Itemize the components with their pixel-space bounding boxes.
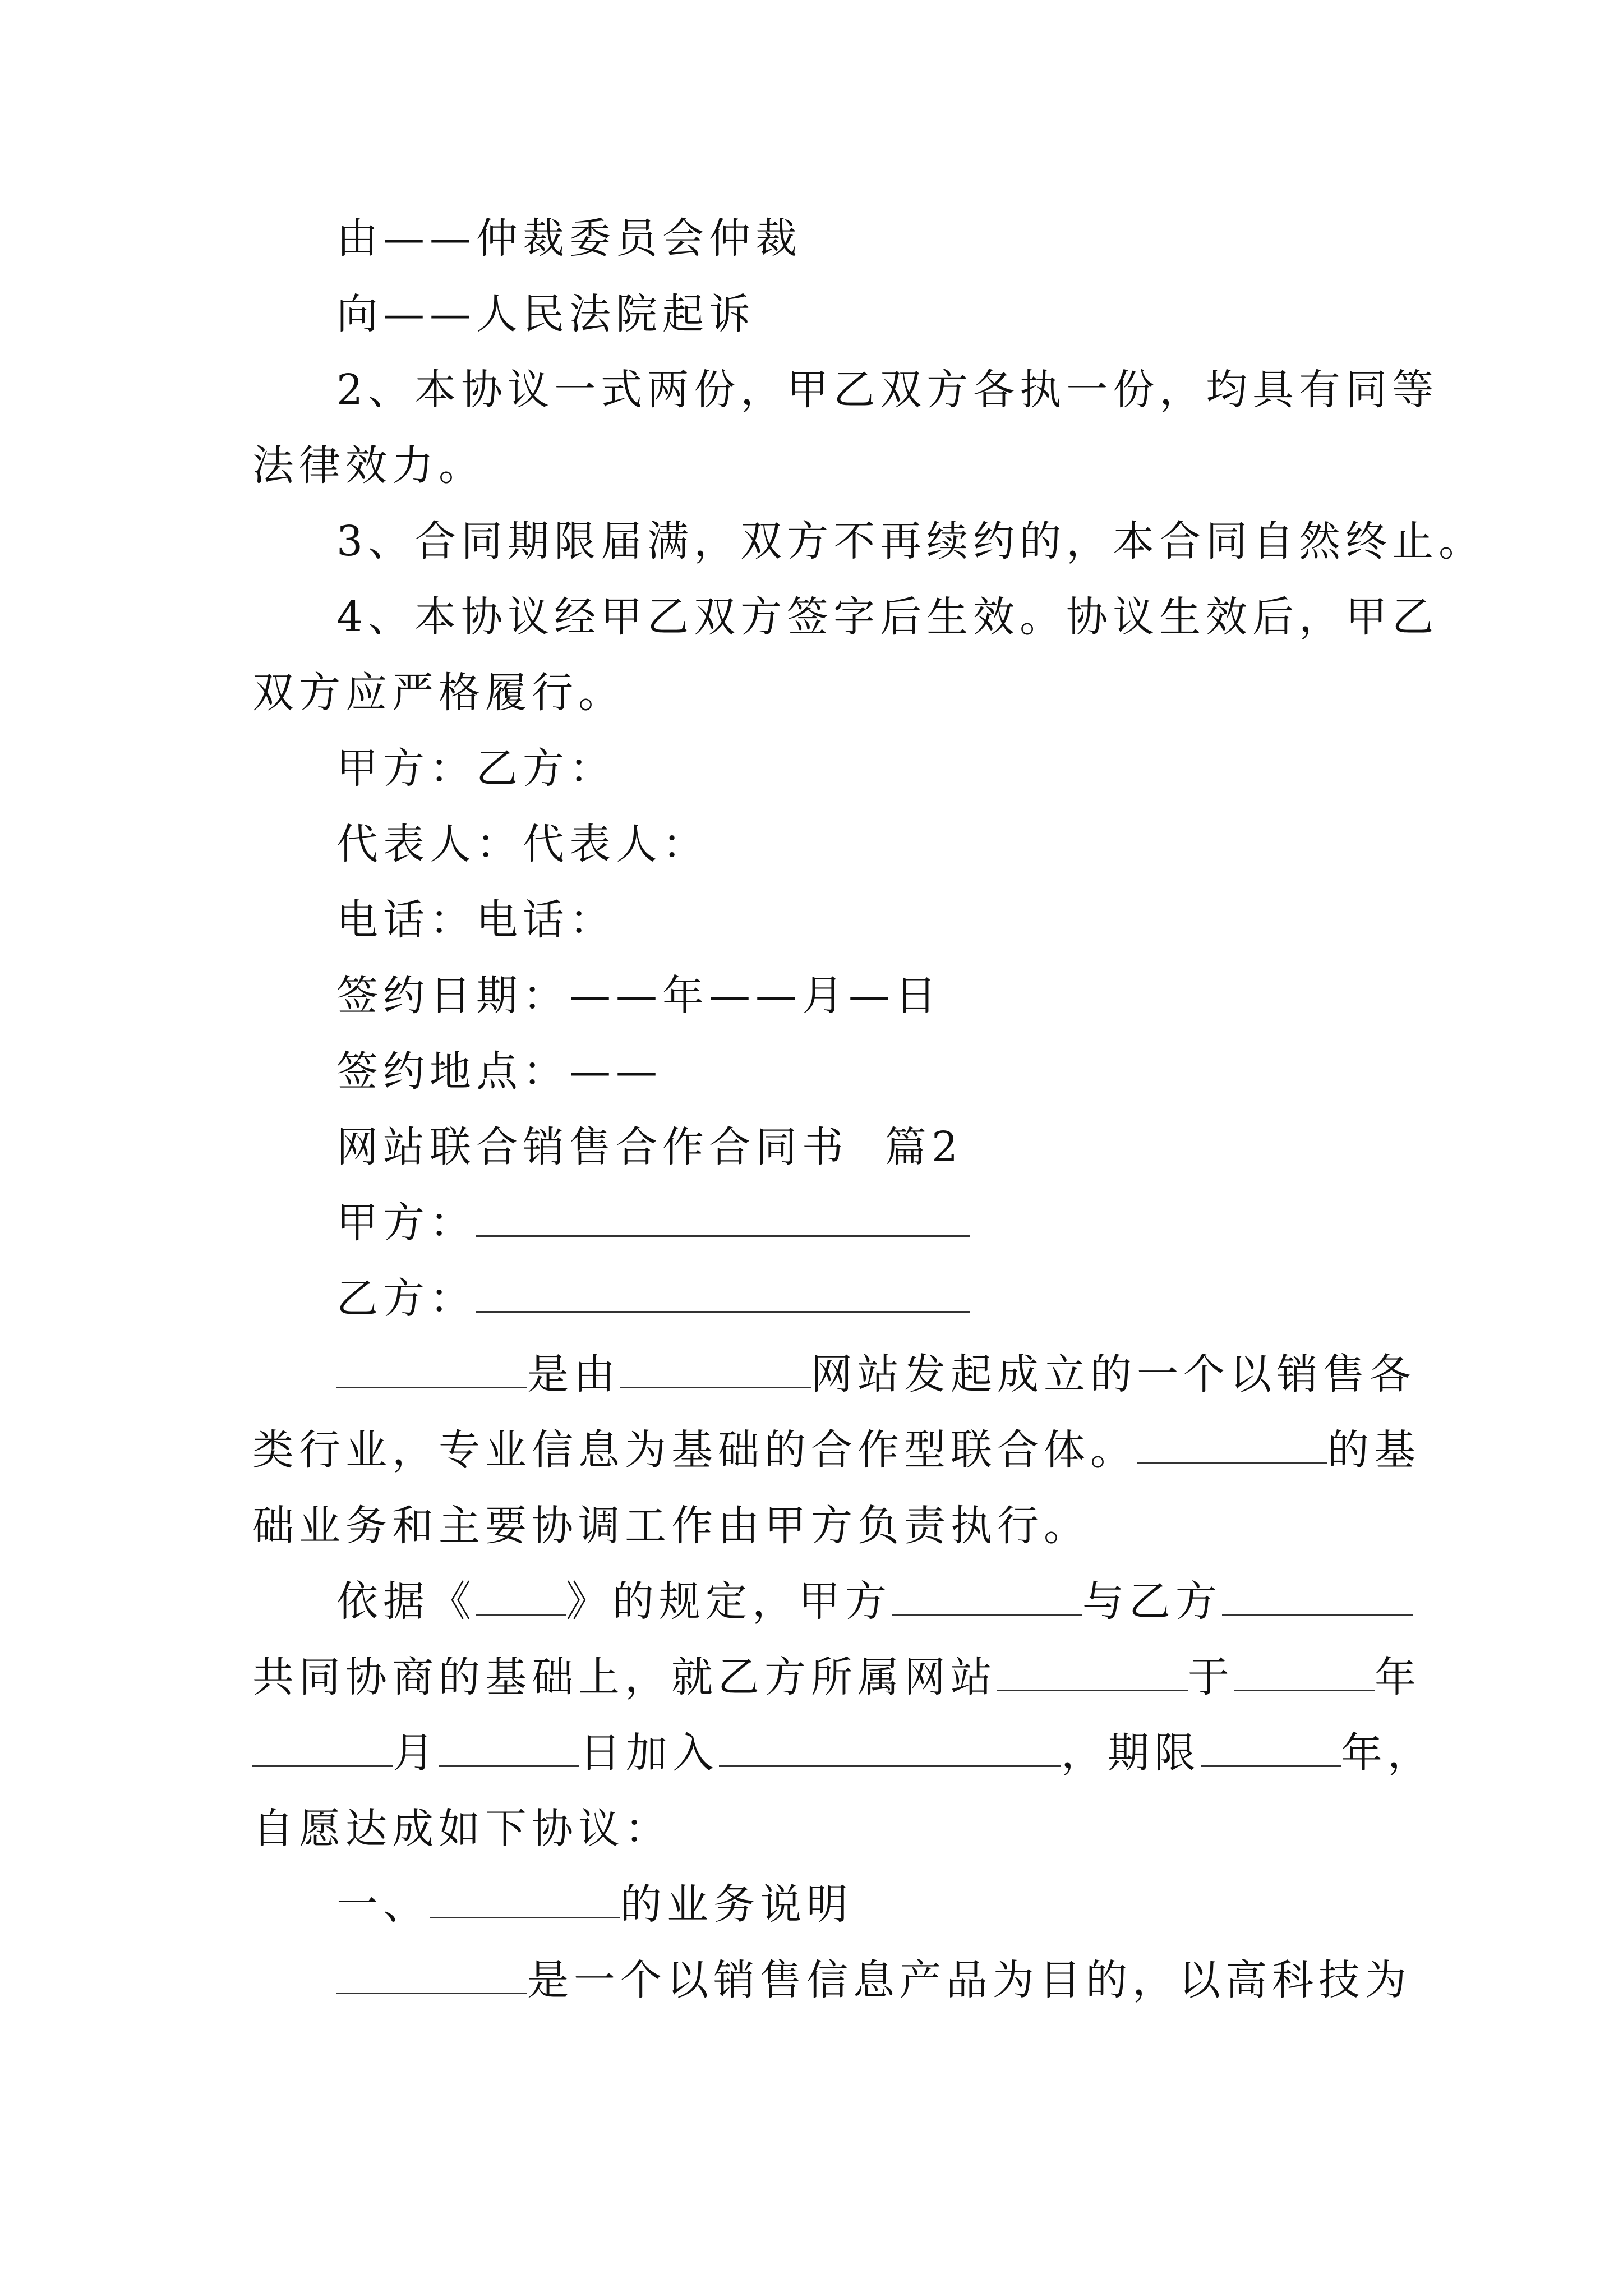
clause-4-line-2 xyxy=(252,665,625,721)
fill-blank xyxy=(1137,1423,1327,1464)
fill-blank xyxy=(1222,1575,1413,1616)
text-line: 网站联合销售合作合同书 篇2 xyxy=(336,1123,963,1171)
text-line: 甲方：乙方： xyxy=(336,744,616,793)
text-line: 2、本协议一式两份，甲乙双方各执一份，均具有同等 xyxy=(336,366,1439,414)
text-line: 于 xyxy=(1188,1653,1234,1701)
text-line: 与乙方 xyxy=(1082,1577,1222,1626)
text-line: 年 xyxy=(1375,1653,1421,1701)
text-line: 日加入 xyxy=(579,1729,719,1777)
fill-blank xyxy=(476,1575,566,1616)
fill-blank xyxy=(252,1726,393,1767)
text-line: 》的规定，甲方 xyxy=(566,1577,892,1626)
text-line: 双方应严格履行。 xyxy=(252,669,625,717)
basis-line-1 xyxy=(336,1573,1413,1630)
representative-labels xyxy=(336,816,709,872)
text-line: 乙方： xyxy=(336,1274,476,1323)
text-line: 签约地点：—— xyxy=(336,1047,662,1096)
clause-2-line-1 xyxy=(336,362,1438,418)
clause-2-line-2 xyxy=(252,438,485,494)
party-a-blank xyxy=(476,1196,970,1237)
fill-blank xyxy=(892,1575,1082,1616)
intro-line-1 xyxy=(336,1346,1416,1402)
clause-3 xyxy=(336,513,1485,569)
text-line: 是由 xyxy=(527,1350,620,1398)
text-line: 电话：电话： xyxy=(336,896,616,944)
fill-blank xyxy=(1201,1726,1341,1767)
text-line: 是一个以销售信息产品为目的，以高科技为 xyxy=(527,1956,1412,2004)
text-line: 的业务说明 xyxy=(620,1880,853,1929)
text-line: 代表人：代表人： xyxy=(336,820,709,868)
intro-line-2 xyxy=(252,1422,1421,1478)
text-line: 4、本协议经甲乙双方签字后生效。协议生效后，甲乙 xyxy=(336,593,1439,641)
court-option xyxy=(336,286,755,342)
text-line: 年， xyxy=(1341,1729,1434,1777)
fill-blank xyxy=(1234,1650,1375,1691)
basis-line-3 xyxy=(252,1725,1434,1781)
basis-line-2 xyxy=(252,1649,1421,1705)
text-line: 的基 xyxy=(1327,1426,1421,1474)
basis-line-4 xyxy=(252,1801,671,1857)
section-heading xyxy=(336,1119,963,1175)
text-line: 网站发起成立的一个以销售各 xyxy=(811,1350,1416,1398)
party-a-field xyxy=(336,1195,970,1251)
fill-blank xyxy=(439,1726,579,1767)
text-line: 一、 xyxy=(336,1880,430,1929)
text-line: 共同协商的基础上，就乙方所属网站 xyxy=(252,1653,997,1701)
fill-blank xyxy=(336,1347,527,1388)
article-1-heading xyxy=(336,1876,853,1932)
party-labels xyxy=(336,740,616,797)
text-line: 向——人民法院起诉 xyxy=(336,290,755,338)
text-line: 月 xyxy=(393,1729,439,1777)
fill-blank xyxy=(430,1878,620,1918)
signing-place xyxy=(336,1043,662,1099)
fill-blank xyxy=(336,1953,527,1994)
intro-line-3 xyxy=(252,1498,1090,1554)
party-b-field xyxy=(336,1271,970,1327)
text-line: 法律效力。 xyxy=(252,441,485,490)
signing-date xyxy=(336,968,942,1024)
party-b-blank xyxy=(476,1272,970,1313)
text-line: 签约日期：——年——月—日 xyxy=(336,972,942,1020)
fill-blank xyxy=(620,1347,811,1388)
fill-blank xyxy=(997,1650,1188,1691)
text-line: 自愿达成如下协议： xyxy=(252,1805,671,1853)
phone-labels xyxy=(336,892,616,948)
text-line: 甲方： xyxy=(336,1199,476,1247)
text-line: 3、合同期限届满，双方不再续约的，本合同自然终止。 xyxy=(336,517,1486,565)
clause-4-line-1 xyxy=(336,589,1438,645)
text-line: 由——仲裁委员会仲裁 xyxy=(336,214,802,263)
arbitration-option xyxy=(336,210,802,266)
text-line: 础业务和主要协调工作由甲方负责执行。 xyxy=(252,1502,1090,1550)
text-line: 依据《 xyxy=(336,1577,476,1626)
article-1-body xyxy=(336,1952,1412,2008)
fill-blank xyxy=(719,1726,1061,1767)
text-line: 类行业，专业信息为基础的合作型联合体。 xyxy=(252,1426,1137,1474)
text-line: ，期限 xyxy=(1061,1729,1201,1777)
